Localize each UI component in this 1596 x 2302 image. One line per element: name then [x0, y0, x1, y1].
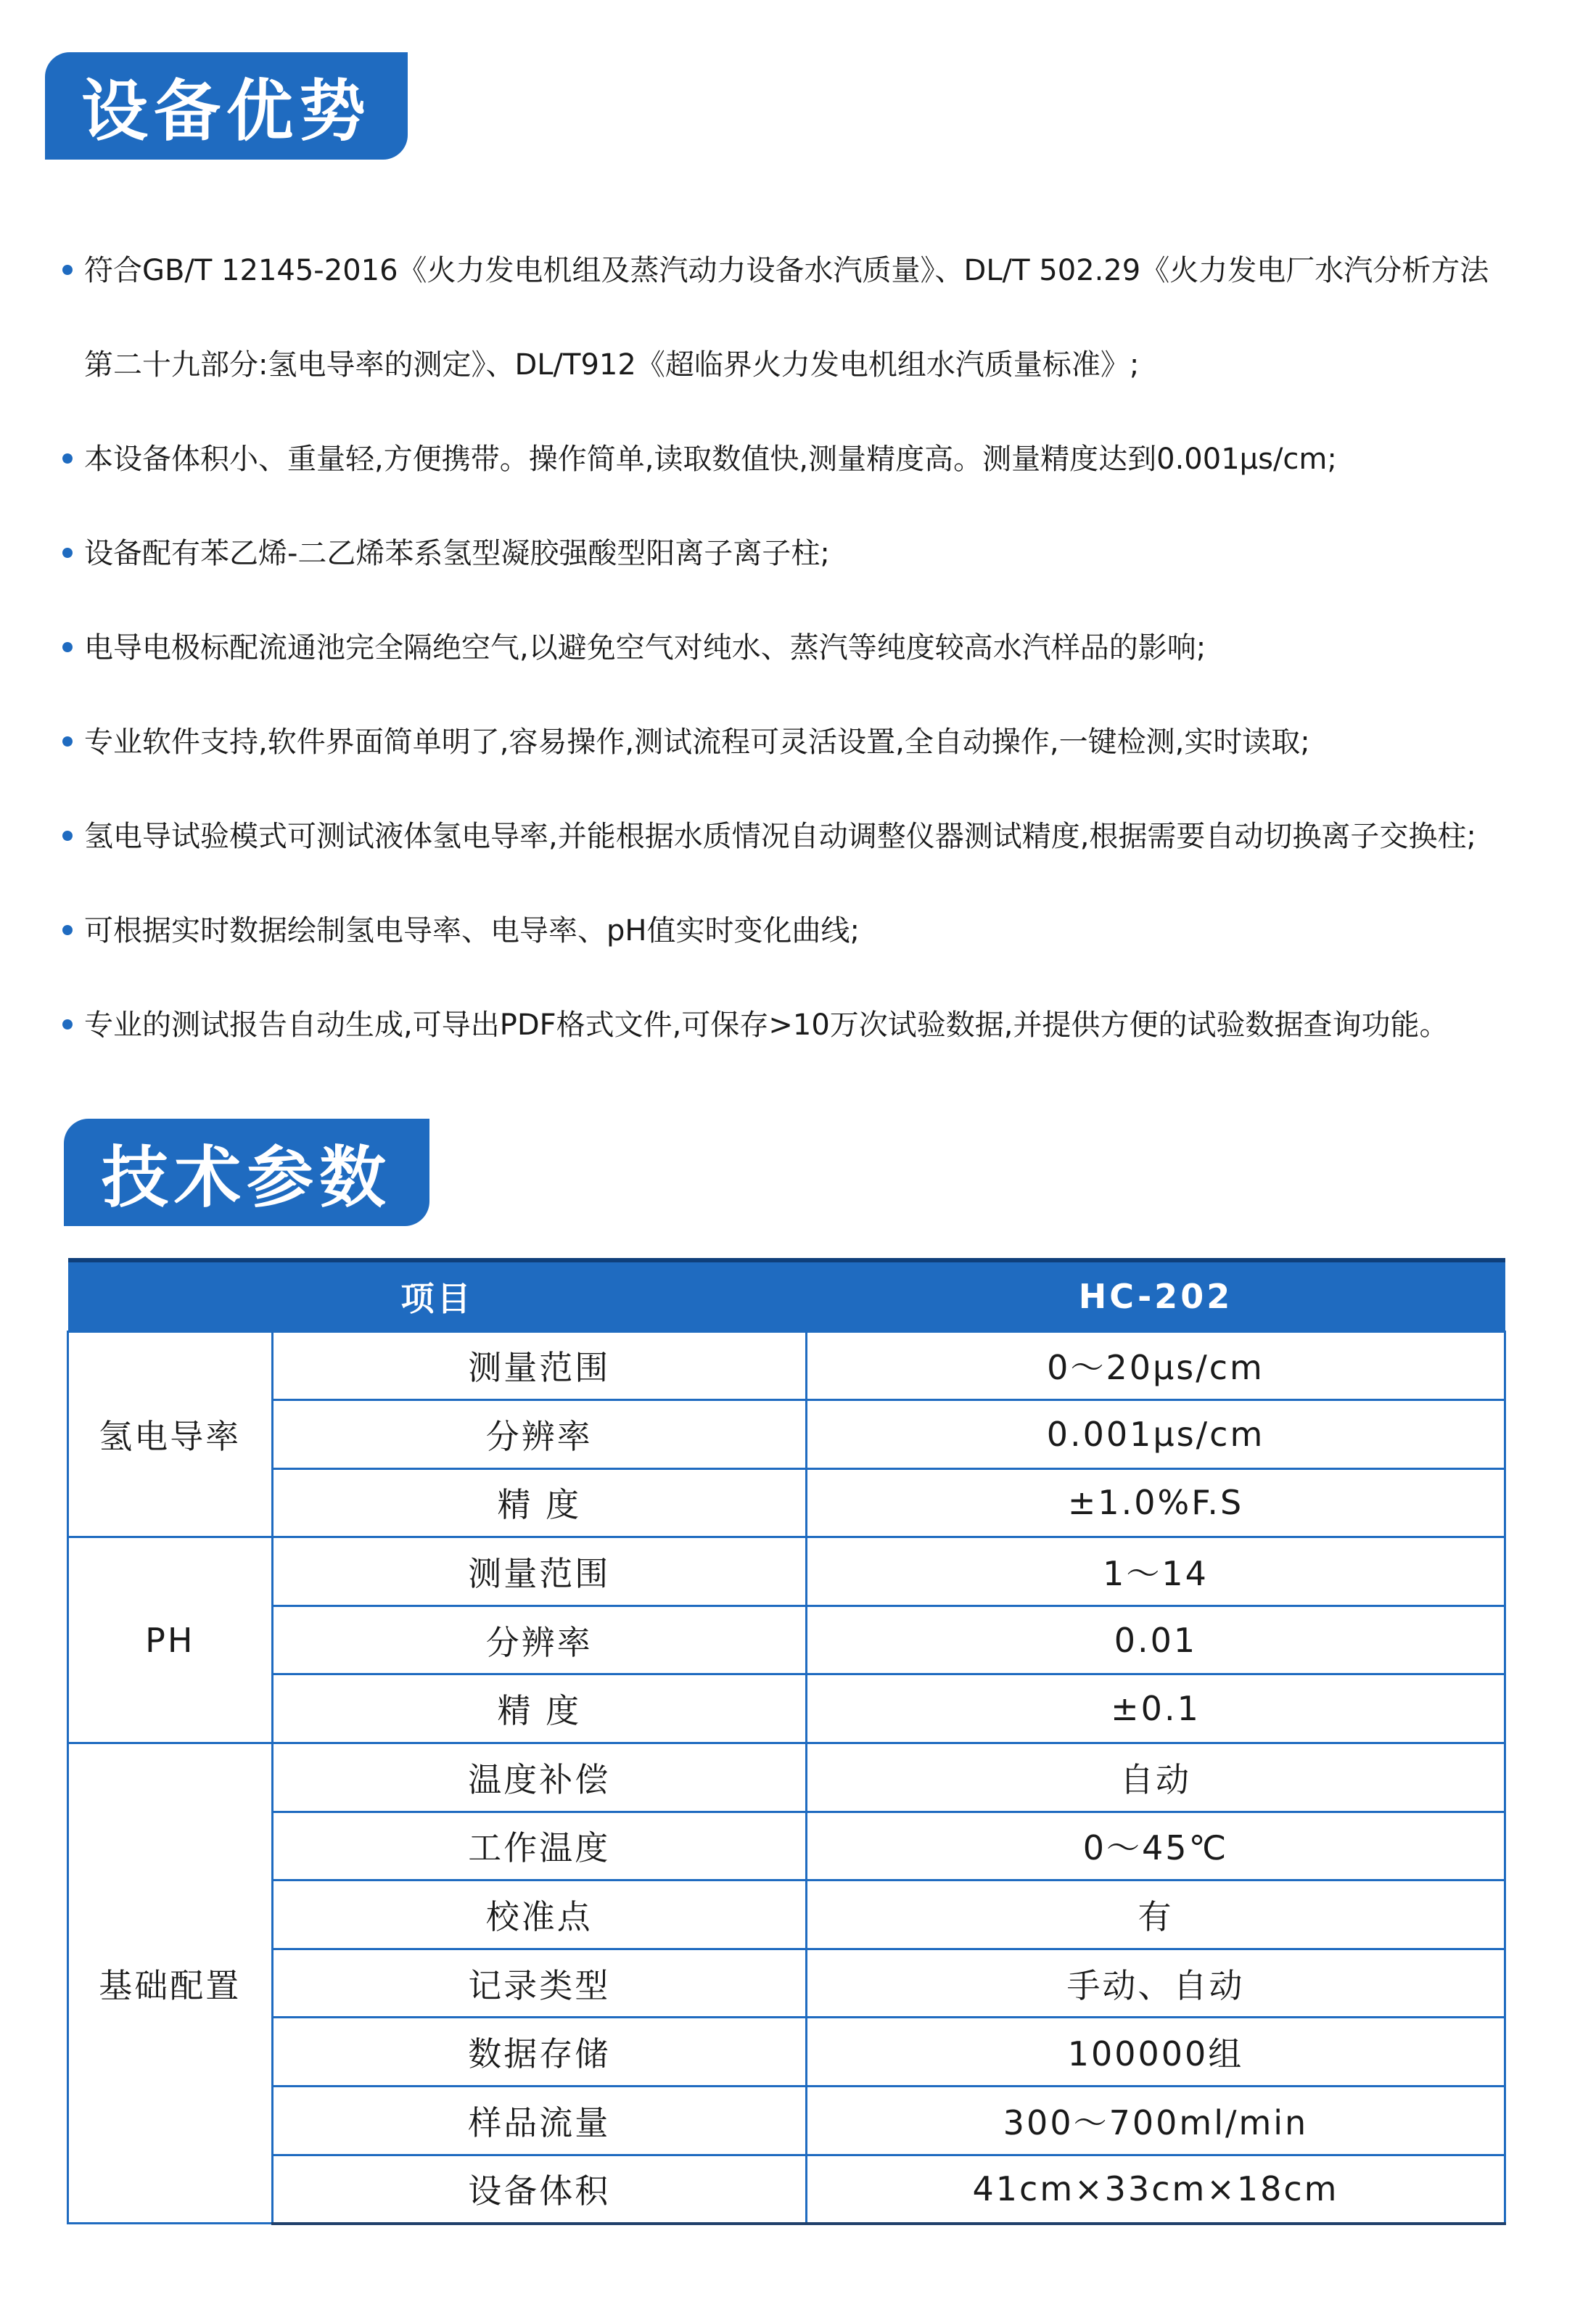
param-name: 精 度	[272, 1468, 806, 1537]
table-row	[68, 1674, 1505, 1743]
list-item-text: 设备配有苯乙烯-二乙烯苯系氢型凝胶强酸型阳离子离子柱;	[84, 537, 830, 570]
bullet-dot-icon	[62, 831, 73, 841]
list-item-text: 电导电极标配流通池完全隔绝空气,以避免空气对纯水、蒸汽等纯度较高水汽样品的影响;	[84, 631, 1206, 665]
param-value: 1～14	[807, 1537, 1505, 1606]
list-item	[62, 506, 1557, 601]
table-row	[68, 2018, 1505, 2087]
list-item-text-continued: 第二十九部分:氢电导率的测定》、DL/T912《超临界火力发电机组水汽质量标准》;	[84, 348, 1140, 382]
bullet-dot-icon	[62, 453, 73, 464]
param-name: 温度补偿	[272, 1743, 806, 1812]
bullet-dot-icon	[62, 265, 73, 275]
table-row	[68, 2087, 1505, 2155]
param-name: 样品流量	[272, 2087, 806, 2155]
table-row	[68, 1812, 1505, 1880]
param-value: 手动、自动	[807, 1949, 1505, 2018]
param-name: 精 度	[272, 1674, 806, 1743]
table-row	[68, 1400, 1505, 1469]
param-value: ±0.1	[807, 1674, 1505, 1743]
group-label: 基础配置	[68, 1743, 273, 2224]
group-label: PH	[68, 1537, 273, 1743]
list-item	[62, 884, 1557, 978]
param-name: 校准点	[272, 1880, 806, 1949]
list-item-text: 可根据实时数据绘制氢电导率、电导率、pH值实时变化曲线;	[84, 914, 860, 947]
table-row	[68, 1606, 1505, 1674]
param-value: 100000组	[807, 2018, 1505, 2087]
list-item	[62, 223, 1557, 412]
param-value: 0.001μs/cm	[807, 1400, 1505, 1469]
param-name: 工作温度	[272, 1812, 806, 1880]
bullet-dot-icon	[62, 925, 73, 935]
bullet-dot-icon	[62, 548, 73, 558]
param-value: 300～700ml/min	[807, 2087, 1505, 2155]
table-row	[68, 2155, 1505, 2224]
table-header-row	[68, 1260, 1505, 1331]
param-name: 记录类型	[272, 1949, 806, 2018]
param-value: 0.01	[807, 1606, 1505, 1674]
list-item-text: 符合GB/T 12145-2016《火力发电机组及蒸汽动力设备水汽质量》、DL/T 502.29《火力发电厂水汽分析方法	[84, 254, 1489, 287]
list-item-text: 专业软件支持,软件界面简单明了,容易操作,测试流程可灵活设置,全自动操作,一键检测,实时读取;	[84, 725, 1310, 759]
specs-table	[67, 1258, 1506, 2225]
bullet-dot-icon	[62, 736, 73, 747]
table-row	[68, 1880, 1505, 1949]
table-row	[68, 1743, 1505, 1812]
param-value: 41cm×33cm×18cm	[807, 2155, 1505, 2224]
param-name: 测量范围	[272, 1537, 806, 1606]
table-row	[68, 1949, 1505, 2018]
param-value: 0～20μs/cm	[807, 1331, 1505, 1400]
advantages-list	[62, 223, 1557, 1072]
list-item	[62, 695, 1557, 789]
bullet-dot-icon	[62, 1019, 73, 1029]
list-item-text: 专业的测试报告自动生成,可导出PDF格式文件,可保存>10万次试验数据,并提供方便的试验数据查询功能。	[84, 1008, 1449, 1042]
param-value: 自动	[807, 1743, 1505, 1812]
param-name: 数据存储	[272, 2018, 806, 2087]
param-value: 有	[807, 1880, 1505, 1949]
table-row	[68, 1537, 1505, 1606]
list-item	[62, 789, 1557, 884]
list-item	[62, 601, 1557, 695]
param-name: 分辨率	[272, 1606, 806, 1674]
param-value: 0～45℃	[807, 1812, 1505, 1880]
header-model: HC-202	[807, 1260, 1505, 1331]
param-value: ±1.0%F.S	[807, 1468, 1505, 1537]
list-item-text: 本设备体积小、重量轻,方便携带。操作简单,读取数值快,测量精度高。测量精度达到0.001μs/cm;	[84, 443, 1337, 476]
param-name: 分辨率	[272, 1400, 806, 1469]
param-name: 设备体积	[272, 2155, 806, 2224]
list-item	[62, 412, 1557, 506]
bullet-dot-icon	[62, 642, 73, 652]
group-label: 氢电导率	[68, 1331, 273, 1537]
section-title-params: 技术参数	[64, 1119, 429, 1226]
param-name: 测量范围	[272, 1331, 806, 1400]
list-item	[62, 978, 1557, 1072]
header-item: 项目	[68, 1260, 807, 1331]
table-row	[68, 1331, 1505, 1400]
list-item-text: 氢电导试验模式可测试液体氢电导率,并能根据水质情况自动调整仪器测试精度,根据需要自动切换离子交换柱;	[84, 820, 1476, 853]
table-row	[68, 1468, 1505, 1537]
section-title-advantages: 设备优势	[45, 52, 408, 160]
